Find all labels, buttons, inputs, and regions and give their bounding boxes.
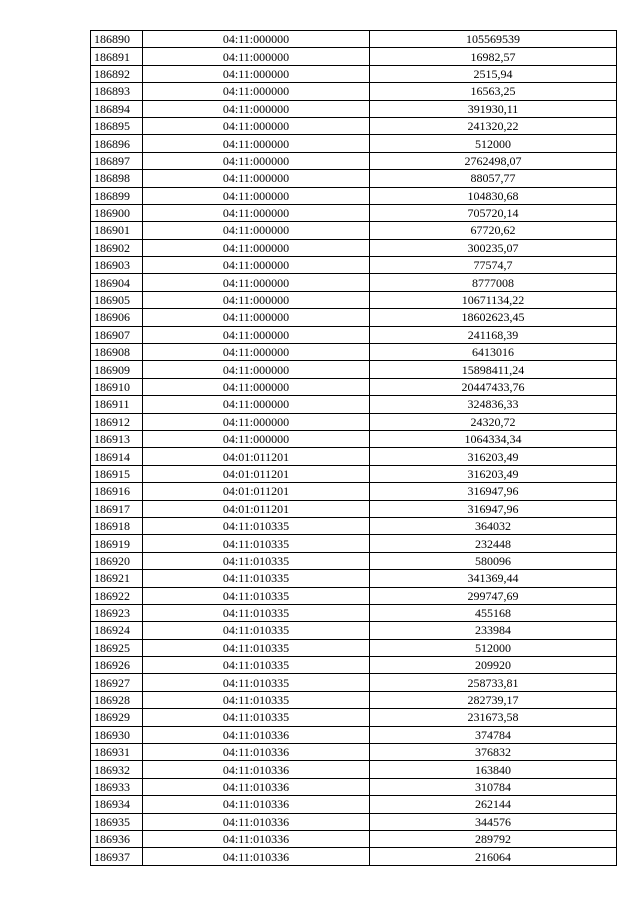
value-cell: 289792: [370, 830, 617, 847]
cadastral-code-cell: 04:11:010335: [143, 587, 370, 604]
row-id-cell: 186902: [91, 239, 143, 256]
row-id-cell: 186932: [91, 761, 143, 778]
table-row: [91, 170, 617, 187]
cadastral-code-cell: 04:11:000000: [143, 361, 370, 378]
row-id-cell: 186931: [91, 744, 143, 761]
table-row: [91, 657, 617, 674]
row-id-cell: 186915: [91, 465, 143, 482]
row-id-cell: 186935: [91, 813, 143, 830]
table-row: [91, 204, 617, 221]
table-row: [91, 187, 617, 204]
table-row: [91, 344, 617, 361]
cadastral-code-cell: 04:01:011201: [143, 465, 370, 482]
value-cell: 258733,81: [370, 674, 617, 691]
cadastral-code-cell: 04:11:000000: [143, 117, 370, 134]
row-id-cell: 186918: [91, 517, 143, 534]
cadastral-code-cell: 04:11:010335: [143, 552, 370, 569]
row-id-cell: 186914: [91, 448, 143, 465]
row-id-cell: 186904: [91, 274, 143, 291]
cadastral-code-cell: 04:11:000000: [143, 152, 370, 169]
row-id-cell: 186923: [91, 604, 143, 621]
cadastral-code-cell: 04:11:000000: [143, 170, 370, 187]
table-row: [91, 430, 617, 447]
cadastral-code-cell: 04:01:011201: [143, 483, 370, 500]
row-id-cell: 186906: [91, 309, 143, 326]
row-id-cell: 186913: [91, 430, 143, 447]
value-cell: 233984: [370, 622, 617, 639]
cadastral-code-cell: 04:11:000000: [143, 204, 370, 221]
cadastral-code-cell: 04:11:010336: [143, 778, 370, 795]
value-cell: 163840: [370, 761, 617, 778]
row-id-cell: 186895: [91, 117, 143, 134]
table-row: [91, 274, 617, 291]
cadastral-code-cell: 04:11:000000: [143, 326, 370, 343]
row-id-cell: 186928: [91, 691, 143, 708]
value-cell: 1064334,34: [370, 430, 617, 447]
row-id-cell: 186892: [91, 65, 143, 82]
cadastral-code-cell: 04:11:010335: [143, 709, 370, 726]
value-cell: 364032: [370, 517, 617, 534]
table-row: [91, 761, 617, 778]
value-cell: 216064: [370, 848, 617, 865]
table-row: [91, 691, 617, 708]
value-cell: 77574,7: [370, 257, 617, 274]
row-id-cell: 186917: [91, 500, 143, 517]
cadastral-code-cell: 04:11:010335: [143, 517, 370, 534]
row-id-cell: 186901: [91, 222, 143, 239]
table-row: [91, 117, 617, 134]
table-row: [91, 604, 617, 621]
row-id-cell: 186891: [91, 48, 143, 65]
value-cell: 16563,25: [370, 83, 617, 100]
cadastral-code-cell: 04:11:000000: [143, 413, 370, 430]
table-row: [91, 622, 617, 639]
row-id-cell: 186910: [91, 378, 143, 395]
value-cell: 512000: [370, 639, 617, 656]
cadastral-code-cell: 04:11:010336: [143, 796, 370, 813]
cadastral-code-cell: 04:11:010335: [143, 622, 370, 639]
cadastral-code-cell: 04:11:000000: [143, 222, 370, 239]
table-row: [91, 483, 617, 500]
cadastral-code-cell: 04:11:000000: [143, 48, 370, 65]
cadastral-code-cell: 04:11:000000: [143, 274, 370, 291]
value-cell: 2515,94: [370, 65, 617, 82]
table-row: [91, 726, 617, 743]
table-row: [91, 570, 617, 587]
table-row: [91, 152, 617, 169]
value-cell: 455168: [370, 604, 617, 621]
value-cell: 231673,58: [370, 709, 617, 726]
row-id-cell: 186897: [91, 152, 143, 169]
value-cell: 316203,49: [370, 465, 617, 482]
cadastral-code-cell: 04:11:000000: [143, 378, 370, 395]
table-row: [91, 361, 617, 378]
value-cell: 241168,39: [370, 326, 617, 343]
value-cell: 299747,69: [370, 587, 617, 604]
row-id-cell: 186908: [91, 344, 143, 361]
row-id-cell: 186903: [91, 257, 143, 274]
value-cell: 512000: [370, 135, 617, 152]
table-row: [91, 83, 617, 100]
value-cell: 2762498,07: [370, 152, 617, 169]
value-cell: 316947,96: [370, 483, 617, 500]
table-row: [91, 448, 617, 465]
value-cell: 24320,72: [370, 413, 617, 430]
value-cell: 376832: [370, 744, 617, 761]
cadastral-code-cell: 04:11:010335: [143, 604, 370, 621]
cadastral-code-cell: 04:11:010336: [143, 726, 370, 743]
row-id-cell: 186907: [91, 326, 143, 343]
value-cell: 374784: [370, 726, 617, 743]
cadastral-code-cell: 04:11:000000: [143, 187, 370, 204]
value-cell: 8777008: [370, 274, 617, 291]
row-id-cell: 186899: [91, 187, 143, 204]
row-id-cell: 186926: [91, 657, 143, 674]
row-id-cell: 186936: [91, 830, 143, 847]
value-cell: 316203,49: [370, 448, 617, 465]
row-id-cell: 186937: [91, 848, 143, 865]
cadastral-code-cell: 04:11:000000: [143, 309, 370, 326]
table-row: [91, 100, 617, 117]
value-cell: 16982,57: [370, 48, 617, 65]
table-row: [91, 813, 617, 830]
data-table: [90, 30, 617, 866]
table-row: [91, 222, 617, 239]
row-id-cell: 186921: [91, 570, 143, 587]
row-id-cell: 186911: [91, 396, 143, 413]
value-cell: 282739,17: [370, 691, 617, 708]
table-row: [91, 830, 617, 847]
value-cell: 316947,96: [370, 500, 617, 517]
row-id-cell: 186909: [91, 361, 143, 378]
table-row: [91, 378, 617, 395]
table-row: [91, 778, 617, 795]
cadastral-code-cell: 04:11:010336: [143, 813, 370, 830]
value-cell: 105569539: [370, 31, 617, 48]
table-row: [91, 587, 617, 604]
cadastral-code-cell: 04:11:000000: [143, 100, 370, 117]
table-row: [91, 326, 617, 343]
table-row: [91, 413, 617, 430]
table-row: [91, 309, 617, 326]
row-id-cell: 186925: [91, 639, 143, 656]
table-row: [91, 65, 617, 82]
row-id-cell: 186896: [91, 135, 143, 152]
table-row: [91, 709, 617, 726]
table-row: [91, 639, 617, 656]
value-cell: 209920: [370, 657, 617, 674]
cadastral-code-cell: 04:11:000000: [143, 396, 370, 413]
value-cell: 232448: [370, 535, 617, 552]
value-cell: 344576: [370, 813, 617, 830]
table-row: [91, 744, 617, 761]
value-cell: 10671134,22: [370, 291, 617, 308]
row-id-cell: 186934: [91, 796, 143, 813]
row-id-cell: 186929: [91, 709, 143, 726]
value-cell: 18602623,45: [370, 309, 617, 326]
value-cell: 88057,77: [370, 170, 617, 187]
cadastral-code-cell: 04:11:000000: [143, 135, 370, 152]
cadastral-code-cell: 04:11:000000: [143, 344, 370, 361]
table-row: [91, 465, 617, 482]
cadastral-code-cell: 04:11:000000: [143, 65, 370, 82]
cadastral-code-cell: 04:11:000000: [143, 291, 370, 308]
value-cell: 391930,11: [370, 100, 617, 117]
row-id-cell: 186905: [91, 291, 143, 308]
table-row: [91, 31, 617, 48]
cadastral-code-cell: 04:11:010335: [143, 674, 370, 691]
row-id-cell: 186894: [91, 100, 143, 117]
cadastral-code-cell: 04:11:010336: [143, 744, 370, 761]
row-id-cell: 186898: [91, 170, 143, 187]
table-row: [91, 291, 617, 308]
table-row: [91, 257, 617, 274]
row-id-cell: 186900: [91, 204, 143, 221]
value-cell: 300235,07: [370, 239, 617, 256]
table-body: [91, 31, 617, 866]
cadastral-code-cell: 04:11:010336: [143, 761, 370, 778]
row-id-cell: 186922: [91, 587, 143, 604]
table-row: [91, 796, 617, 813]
table-row: [91, 552, 617, 569]
cadastral-code-cell: 04:01:011201: [143, 448, 370, 465]
table-row: [91, 674, 617, 691]
table-row: [91, 517, 617, 534]
table-row: [91, 848, 617, 865]
cadastral-code-cell: 04:11:010335: [143, 570, 370, 587]
value-cell: 310784: [370, 778, 617, 795]
table-row: [91, 48, 617, 65]
value-cell: 104830,68: [370, 187, 617, 204]
value-cell: 67720,62: [370, 222, 617, 239]
cadastral-code-cell: 04:11:010336: [143, 830, 370, 847]
cadastral-code-cell: 04:11:010335: [143, 639, 370, 656]
row-id-cell: 186919: [91, 535, 143, 552]
value-cell: 20447433,76: [370, 378, 617, 395]
row-id-cell: 186893: [91, 83, 143, 100]
table-row: [91, 396, 617, 413]
table-row: [91, 500, 617, 517]
table-row: [91, 135, 617, 152]
row-id-cell: 186933: [91, 778, 143, 795]
table-row: [91, 239, 617, 256]
table-row: [91, 535, 617, 552]
row-id-cell: 186920: [91, 552, 143, 569]
value-cell: 580096: [370, 552, 617, 569]
cadastral-code-cell: 04:11:010335: [143, 535, 370, 552]
value-cell: 324836,33: [370, 396, 617, 413]
cadastral-code-cell: 04:11:000000: [143, 239, 370, 256]
cadastral-code-cell: 04:11:000000: [143, 83, 370, 100]
value-cell: 241320,22: [370, 117, 617, 134]
cadastral-code-cell: 04:01:011201: [143, 500, 370, 517]
row-id-cell: 186930: [91, 726, 143, 743]
cadastral-code-cell: 04:11:000000: [143, 257, 370, 274]
row-id-cell: 186890: [91, 31, 143, 48]
value-cell: 262144: [370, 796, 617, 813]
row-id-cell: 186927: [91, 674, 143, 691]
value-cell: 705720,14: [370, 204, 617, 221]
row-id-cell: 186924: [91, 622, 143, 639]
cadastral-code-cell: 04:11:010336: [143, 848, 370, 865]
value-cell: 341369,44: [370, 570, 617, 587]
row-id-cell: 186912: [91, 413, 143, 430]
cadastral-code-cell: 04:11:010335: [143, 691, 370, 708]
value-cell: 15898411,24: [370, 361, 617, 378]
value-cell: 6413016: [370, 344, 617, 361]
cadastral-code-cell: 04:11:000000: [143, 430, 370, 447]
cadastral-code-cell: 04:11:000000: [143, 31, 370, 48]
row-id-cell: 186916: [91, 483, 143, 500]
cadastral-code-cell: 04:11:010335: [143, 657, 370, 674]
